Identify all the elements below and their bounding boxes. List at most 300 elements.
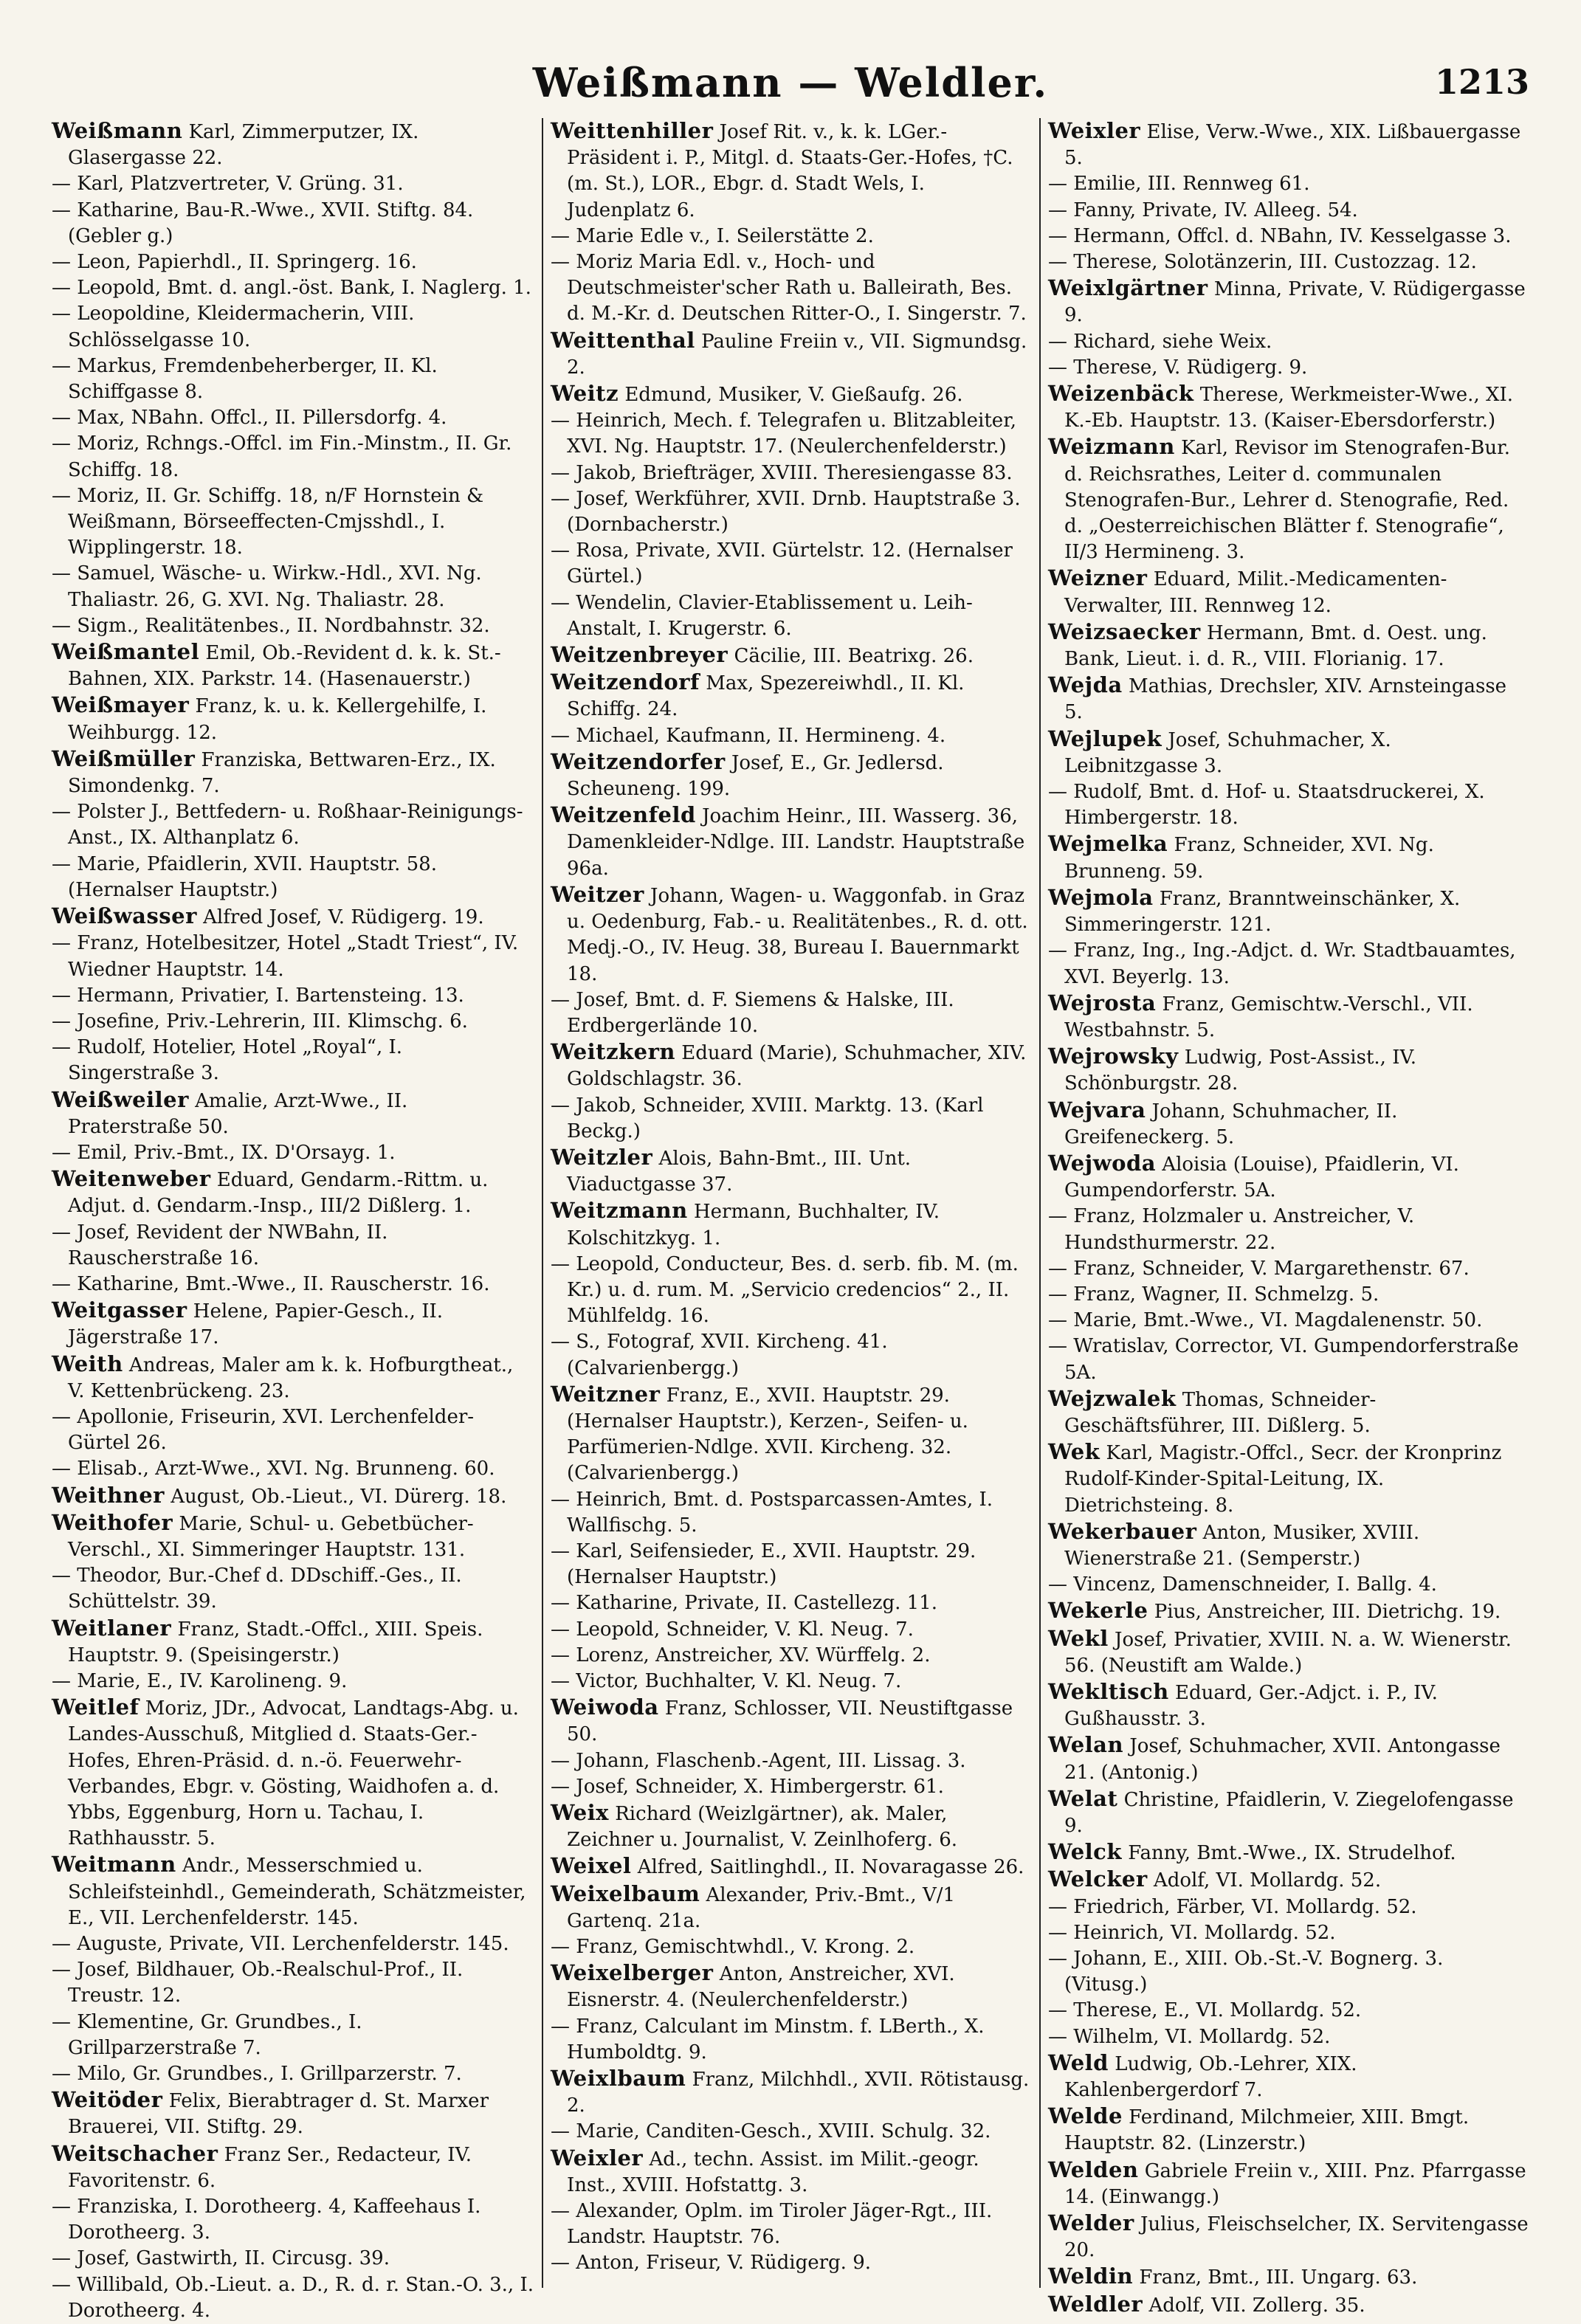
entry-details: Eduard (Marie), Schuhmacher, XIV. Goldschlagstr. 36.: [567, 1042, 1027, 1091]
entry-surname: Weixelberger: [551, 1960, 714, 1986]
directory-entry: [1048, 1998, 1529, 2024]
entry-details: — Emil, Priv.-Bmt., IX. D'Orsayg. 1.: [52, 1141, 396, 1164]
entry-details: Anton, Anstreicher, XVI. Eisnerstr. 4. (Neulerchenfelderstr.): [567, 1963, 955, 2012]
entry-details: Julius, Fleischselcher, IX. Servitengasse 20.: [1064, 2213, 1529, 2262]
entry-details: — Heinrich, Bmt. d. Postsparcassen-Amtes, I. Wallfischg. 5.: [551, 1488, 993, 1537]
directory-entry: [1048, 990, 1529, 1044]
entry-details: Eduard, Gendarm.-Rittm. u. Adjut. d. Gendarm.-Insp., III/2 Dißlerg. 1.: [68, 1169, 489, 1218]
directory-entry: [52, 1957, 534, 2009]
entry-details: — Therese, Solotänzerin, III. Custozzag. 12.: [1048, 251, 1477, 274]
directory-entry: [52, 2061, 534, 2087]
entry-surname: Weithner: [52, 1482, 165, 1508]
entry-details: — Franziska, I. Dorotheerg. 4, Kaffeehaus I. Dorotheerg. 3.: [52, 2196, 481, 2244]
entry-surname: Weitzendorfer: [551, 748, 726, 774]
entry-details: Ferdinand, Milchmeier, XIII. Bmgt. Hauptstr. 82. (Linzerstr.): [1064, 2106, 1470, 2155]
entry-details: — Franz, Schneider, V. Margarethenstr. 67.: [1048, 1257, 1470, 1280]
entry-details: Johann, Schuhmacher, II. Greifeneckerg. 5.: [1064, 1100, 1398, 1148]
directory-entry: [1048, 198, 1529, 224]
directory-entry: [1048, 2157, 1529, 2210]
entry-details: — Fanny, Private, IV. Alleeg. 54.: [1048, 199, 1358, 221]
directory-entry: [52, 2194, 534, 2246]
directory-entry: [551, 590, 1032, 642]
directory-entry: [551, 2066, 1032, 2119]
entry-details: Eduard, Ger.-Adjct. i. P., IV. Gußhausstr. 3.: [1064, 1681, 1438, 1731]
directory-entry: [551, 1800, 1032, 1853]
directory-entry: [551, 461, 1032, 486]
entry-details: — Katharine, Private, II. Castellezg. 11.: [551, 1592, 937, 1615]
entry-surname: Welden: [1048, 2156, 1139, 2182]
directory-entry: [1048, 1282, 1529, 1308]
directory-entry: [52, 1669, 534, 1694]
entry-surname: Weitzer: [551, 881, 644, 907]
directory-entry: [52, 1351, 534, 1404]
directory-entry: [1048, 355, 1529, 381]
entry-details: Fanny, Bmt.-Wwe., IX. Strudelhof.: [1128, 1842, 1456, 1865]
entry-details: — Heinrich, Mech. f. Telegrafen u. Blitzableiter, XVI. Ng. Hauptstr. 17. (Neulerchenfelderstr.): [551, 410, 1017, 458]
entry-details: Ludwig, Post-Assist., IV. Schönburgstr. 28.: [1064, 1047, 1416, 1095]
directory-entry: [52, 275, 534, 301]
entry-surname: Weitzenbreyer: [551, 642, 728, 668]
directory-entry: [52, 746, 534, 799]
directory-entry: [1048, 726, 1529, 779]
entry-surname: Wejmola: [1048, 884, 1154, 910]
directory-entry: [551, 224, 1032, 249]
entry-details: — Karl, Seifensieder, E., XVII. Hauptstr. 29. (Hernalser Hauptstr.): [551, 1539, 976, 1589]
directory-entry: [52, 2087, 534, 2140]
entry-details: — Samuel, Wäsche- u. Wirkw.-Hdl., XVI. Ng. Thaliastr. 26, G. XVI. Ng. Thaliastr. 28.: [52, 562, 482, 611]
entry-details: — Rudolf, Hotelier, Hotel „Royal“, I. Singerstraße 3.: [52, 1036, 403, 1085]
entry-details: Adolf, VI. Mollardg. 52.: [1153, 1869, 1382, 1892]
entry-details: — Franz, Holzmaler u. Anstreicher, V. Hundsthurmerstr. 22.: [1048, 1205, 1415, 1254]
entry-details: — Moriz, Rchngs.-Offcl. im Fin.-Minstm., II. Gr. Schiffg. 18.: [52, 432, 512, 481]
directory-entry: [1048, 2292, 1529, 2319]
directory-entry: [551, 723, 1032, 749]
directory-entry: [52, 2141, 534, 2194]
directory-entry: [551, 408, 1032, 460]
entry-details: — Emilie, III. Rennweg 61.: [1048, 173, 1310, 196]
entry-details: Pius, Anstreicher, III. Dietrichg. 19.: [1154, 1601, 1501, 1624]
entry-details: Franz, Bmt., III. Ungarg. 63.: [1139, 2266, 1418, 2289]
directory-entry: [551, 118, 1032, 224]
entry-details: — Franz, Calculant im Minstm. f. LBerth., X. Humboldtg. 9.: [551, 2015, 985, 2063]
column-middle: [542, 118, 1039, 2288]
directory-entry: [1048, 619, 1529, 672]
directory-entry: [1048, 1256, 1529, 1282]
entry-details: Franz, Schneider, XVI. Ng. Brunneng. 59.: [1064, 834, 1434, 883]
entry-surname: Wejlupek: [1048, 725, 1162, 751]
entry-surname: Weitzmann: [551, 1198, 688, 1224]
directory-entry: [551, 1774, 1032, 1800]
directory-entry: [551, 328, 1032, 381]
entry-surname: Weittenthal: [551, 327, 695, 353]
entry-surname: Weißmüller: [52, 745, 196, 771]
directory-entry: [1048, 224, 1529, 249]
entry-details: — Hermann, Offcl. d. NBahn, IV. Kesselgasse 3.: [1048, 224, 1512, 247]
entry-surname: Weißwasser: [52, 903, 197, 929]
directory-entry: [52, 903, 534, 931]
directory-entry: [551, 1669, 1032, 1694]
entry-details: — Johann, Flaschenb.-Agent, III. Lissag. 3.: [551, 1749, 966, 1772]
directory-entry: [1048, 1920, 1529, 1946]
directory-entry: [1048, 1151, 1529, 1204]
directory-entry: [551, 1039, 1032, 1092]
entry-details: Moriz, JDr., Advocat, Landtags-Abg. u. Landes-Ausschuß, Mitglied d. Staats-Ger.-Hofes, Ehren-Präsid. d. n.-ö. Feuerwehr-Verbandes, Ebgr. v. Gösting, Waidhofen a. d. Ybbs, Eggenburg, Horn u. Tachau, I. Rathhausstr. 5.: [68, 1697, 519, 1850]
directory-entry: [52, 1272, 534, 1297]
entry-surname: Weixlgärtner: [1048, 275, 1208, 301]
entry-details: Amalie, Arzt-Wwe., II. Praterstraße 50.: [68, 1089, 408, 1138]
entry-details: Minna, Private, V. Rüdigergasse 9.: [1064, 278, 1526, 327]
entry-details: — Marie, Pfaidlerin, XVII. Hauptstr. 58. (Hernalser Hauptstr.): [52, 852, 437, 901]
directory-entry: [52, 431, 534, 483]
directory-entry: [52, 249, 534, 275]
entry-surname: Weldin: [1048, 2263, 1134, 2289]
entry-surname: Weitmann: [52, 1852, 176, 1878]
directory-entry: [1048, 2210, 1529, 2263]
entry-surname: Weith: [52, 1351, 123, 1376]
entry-surname: Weißmayer: [52, 692, 190, 718]
entry-details: — Wendelin, Clavier-Etablissement u. Leih-Anstalt, I. Krugerstr. 6.: [551, 591, 973, 640]
entry-details: — Leon, Papierhdl., II. Springerg. 16.: [52, 251, 417, 274]
entry-surname: Wejwoda: [1048, 1150, 1157, 1176]
entry-surname: Weixlbaum: [551, 2066, 686, 2092]
column-right: [1039, 118, 1537, 2317]
directory-entry: [551, 486, 1032, 538]
directory-entry: [1048, 1204, 1529, 1255]
entry-details: — Hermann, Privatier, I. Bartensteing. 13.: [52, 984, 464, 1007]
running-title: Weißmann — Weldler.: [532, 59, 1049, 106]
entry-details: Franziska, Bettwaren-Erz., IX. Simondenkg. 7.: [68, 748, 496, 798]
entry-surname: Weittenhiller: [551, 118, 714, 143]
entry-details: Karl, Revisor im Stenografen-Bur. d. Reichsrathes, Leiter d. communalen Stenografen-Bur., Lehrer d. Stenografie, Red. d. „Oesterreichischen Blätter f. Stenografie“, II/3 Hermineng. 3.: [1064, 437, 1510, 564]
entry-details: — Leopoldine, Kleidermacherin, VIII. Schlösselgasse 10.: [52, 303, 415, 351]
entry-details: — Victor, Buchhalter, V. Kl. Neug. 7.: [551, 1669, 902, 1692]
directory-entry: [52, 354, 534, 405]
entry-details: Elise, Verw.-Wwe., XIX. Lißbauergasse 5.: [1064, 121, 1521, 170]
entry-details: — Marie, Canditen-Gesch., XVIII. Schulg. 32.: [551, 2120, 991, 2143]
directory-entry: [1048, 672, 1529, 725]
entry-details: — Jakob, Briefträger, XVIII. Theresiengasse 83.: [551, 461, 1013, 484]
directory-entry: [52, 852, 534, 903]
entry-details: — Therese, V. Rüdigerg. 9.: [1048, 356, 1308, 379]
entry-details: — Therese, E., VI. Mollardg. 52.: [1048, 1999, 1362, 2022]
page-header: [44, 59, 1537, 118]
directory-entry: [52, 2246, 534, 2272]
directory-entry: [52, 198, 534, 249]
entry-surname: Weixler: [1048, 118, 1141, 143]
directory-entry: [551, 1960, 1032, 2013]
entry-details: — Auguste, Private, VII. Lerchenfelderstr. 145.: [52, 1933, 509, 1956]
directory-entry: [52, 1694, 534, 1852]
directory-entry: [1048, 1572, 1529, 1598]
entry-details: Alois, Bahn-Bmt., III. Unt. Viaductgasse 37.: [567, 1147, 912, 1196]
entry-details: Edmund, Musiker, V. Gießaufg. 26.: [624, 384, 963, 407]
entry-details: Marie, Schul- u. Gebetbücher-Verschl., XI. Simmeringer Hauptstr. 131.: [68, 1512, 474, 1561]
entry-details: — Klementine, Gr. Grundbes., I. Grillparzerstraße 7.: [52, 2010, 362, 2059]
directory-entry: [1048, 2050, 1529, 2103]
directory-entry: [1048, 1334, 1529, 1385]
entry-details: — Willibald, Ob.-Lieut. a. D., R. d. r. Stan.-O. 3., I. Dorotheerg. 4.: [52, 2273, 534, 2322]
directory-entry: [52, 1931, 534, 1957]
entry-details: Hermann, Buchhalter, IV. Kolschitzkyg. 1.: [567, 1201, 940, 1249]
entry-details: — Apollonie, Friseurin, XVI. Lerchenfelder-Gürtel 26.: [52, 1405, 475, 1455]
entry-details: Josef, Schuhmacher, XVII. Antongasse 21. (Antonig.): [1064, 1735, 1501, 1784]
directory-entry: [551, 1145, 1032, 1198]
directory-entry: [1048, 831, 1529, 884]
directory-entry: [551, 1382, 1032, 1487]
entry-details: — Leopold, Schneider, V. Kl. Neug. 7.: [551, 1618, 914, 1641]
directory-entry: [52, 1510, 534, 1563]
entry-details: Franz Ser., Redacteur, IV. Favoritenstr. 6.: [68, 2143, 472, 2192]
entry-surname: Wejda: [1048, 672, 1123, 698]
entry-surname: Weizmann: [1048, 434, 1175, 460]
directory-entry: [1048, 249, 1529, 275]
directory-entry: [551, 381, 1032, 408]
directory-entry: [52, 561, 534, 613]
directory-entry: [52, 171, 534, 197]
directory-entry: [1048, 2263, 1529, 2291]
directory-entry: [52, 983, 534, 1009]
directory-entry: [1048, 2024, 1529, 2050]
entry-details: Alfred Josef, V. Rüdigerg. 19.: [203, 906, 484, 929]
entry-details: — Wratislav, Corrector, VI. Gumpendorferstraße 5A.: [1048, 1335, 1519, 1384]
column-left: [44, 118, 542, 2322]
directory-entry: [52, 1087, 534, 1140]
entry-surname: Weitenweber: [52, 1166, 211, 1192]
entry-details: Johann, Wagen- u. Waggonfab. in Graz u. Oedenburg, Fab.- u. Realitätenbes., R. d. ott. Medj.-O., IV. Heug. 38, Bureau I. Bauernmarkt 18.: [567, 884, 1028, 985]
directory-columns: [44, 118, 1537, 2322]
entry-details: Franz, Stadt.-Offcl., XIII. Speis. Hauptstr. 9. (Speisingerstr.): [68, 1618, 483, 1666]
entry-surname: Weld: [1048, 2049, 1109, 2075]
directory-entry: [551, 1643, 1032, 1669]
entry-details: Emil, Ob.-Revident d. k. k. St.-Bahnen, XIX. Parkstr. 14. (Hasenauerstr.): [68, 642, 501, 691]
entry-details: Ludwig, Ob.-Lehrer, XIX. Kahlenbergerdorf 7.: [1064, 2052, 1357, 2102]
entry-details: Gabriele Freiin v., XIII. Pnz. Pfarrgasse 14. (Einwangg.): [1064, 2159, 1526, 2208]
directory-entry: [1048, 381, 1529, 434]
entry-details: — Theodor, Bur.-Chef d. DDschiff.-Ges., II. Schüttelstr. 39.: [52, 1565, 462, 1613]
entry-surname: Weißmantel: [52, 639, 200, 665]
entry-details: Hermann, Bmt. d. Oest. ung. Bank, Lieut. i. d. R., VIII. Florianig. 17.: [1064, 621, 1487, 671]
entry-surname: Weitzenfeld: [551, 802, 696, 828]
entry-surname: Wejvara: [1048, 1097, 1146, 1123]
entry-details: Andr., Messerschmied u. Schleifsteinhdl., Gemeinderath, Schätzmeister, E., VII. Lerchenfelderstr. 145.: [68, 1855, 526, 1929]
entry-details: Alfred, Saitlinghdl., II. Novaragasse 26.: [637, 1856, 1024, 1879]
entry-surname: Weixelbaum: [551, 1880, 700, 1906]
directory-entry: [551, 1252, 1032, 1330]
directory-entry: [551, 749, 1032, 802]
entry-surname: Weixler: [551, 2145, 644, 2170]
entry-details: Christine, Pfaidlerin, V. Ziegelofengasse 9.: [1064, 1788, 1514, 1837]
entry-surname: Weitöder: [52, 2087, 163, 2113]
directory-entry: [1048, 329, 1529, 355]
directory-entry: [1048, 1679, 1529, 1732]
entry-surname: Welck: [1048, 1839, 1122, 1865]
entry-details: Thomas, Schneider-Geschäftsführer, III. Dißlerg. 5.: [1064, 1388, 1377, 1437]
entry-details: Therese, Werkmeister-Wwe., XI. K.-Eb. Hauptstr. 13. (Kaiser-Ebersdorferstr.): [1064, 384, 1514, 432]
directory-entry: [52, 1616, 534, 1669]
entry-details: Franz, k. u. k. Kellergehilfe, I. Weihburgg. 12.: [68, 695, 487, 744]
entry-surname: Wejrowsky: [1048, 1044, 1179, 1069]
entry-details: — Karl, Platzvertreter, V. Grüng. 31.: [52, 173, 404, 196]
entry-details: — Franz, Gemischtwhdl., V. Krong. 2.: [551, 1936, 915, 1959]
entry-details: — Wilhelm, VI. Mollardg. 52.: [1048, 2025, 1331, 2048]
directory-entry: [1048, 1097, 1529, 1151]
entry-details: — Leopold, Conducteur, Bes. d. serb. fib. M. (m. Kr.) u. d. rum. M. „Servicio credencios“ 2., II. Mühlfeldg. 16.: [551, 1252, 1019, 1328]
entry-details: — Markus, Fremdenbeherberger, II. Kl. Schiffgasse 8.: [52, 354, 438, 404]
entry-details: Max, Spezereiwhdl., II. Kl. Schiffg. 24.: [567, 672, 965, 721]
entry-details: — Franz, Hotelbesitzer, Hotel „Stadt Triest“, IV. Wiedner Hauptstr. 14.: [52, 932, 519, 981]
directory-entry: [52, 1166, 534, 1219]
entry-surname: Weitzkern: [551, 1039, 675, 1065]
entry-details: — Johann, E., XIII. Ob.-St.-V. Bognerg. 3. (Vitusg.): [1048, 1948, 1444, 1996]
directory-entry: [1048, 1044, 1529, 1097]
directory-entry: [551, 2014, 1032, 2066]
directory-entry: [52, 1220, 534, 1272]
entry-surname: Weiwoda: [551, 1694, 659, 1720]
directory-entry: [52, 483, 534, 562]
directory-entry: [1048, 275, 1529, 328]
entry-surname: Weitlef: [52, 1694, 140, 1720]
directory-entry: [1048, 565, 1529, 618]
directory-entry: [52, 1035, 534, 1086]
entry-details: — Elisab., Arzt-Wwe., XVI. Ng. Brunneng. 60.: [52, 1458, 495, 1480]
entry-details: Franz, Branntweinschänker, X. Simmeringerstr. 121.: [1064, 887, 1461, 937]
directory-entry: [52, 1297, 534, 1351]
entry-surname: Welde: [1048, 2103, 1123, 2129]
directory-entry: [551, 2199, 1032, 2250]
directory-entry: [52, 639, 534, 692]
entry-surname: Weitz: [551, 381, 619, 407]
directory-entry: [1048, 1519, 1529, 1572]
entry-details: Richard (Weizlgärtner), ak. Maler, Zeichner u. Journalist, V. Zeinlhoferg. 6.: [567, 1803, 958, 1852]
entry-details: Helene, Papier-Gesch., II. Jägerstraße 17.: [68, 1300, 444, 1349]
directory-entry: [551, 1487, 1032, 1539]
directory-entry: [551, 1853, 1032, 1880]
directory-entry: [551, 669, 1032, 723]
entry-surname: Wekltisch: [1048, 1678, 1169, 1704]
entry-details: — Max, NBahn. Offcl., II. Pillersdorfg. 4.: [52, 407, 447, 430]
entry-surname: Weitzner: [551, 1381, 661, 1407]
directory-entry: [551, 249, 1032, 328]
entry-surname: Weixel: [551, 1853, 632, 1879]
entry-surname: Welat: [1048, 1785, 1118, 1811]
entry-details: Josef, E., Gr. Jedlersd. Scheuneng. 199.: [567, 751, 944, 801]
directory-entry: [52, 931, 534, 982]
entry-details: Josef Rit. v., k. k. LGer.-Präsident i. P., Mitgl. d. Staats-Ger.-Hofes, †C. (m. St.), LOR., Ebgr. d. Stadt Wels, I. Judenplatz 6.: [567, 121, 1013, 221]
directory-entry: [52, 613, 534, 639]
directory-entry: [551, 642, 1032, 669]
entry-details: Aloisia (Louise), Pfaidlerin, VI. Gumpendorferstr. 5A.: [1064, 1153, 1459, 1202]
directory-entry: [551, 1617, 1032, 1643]
entry-details: — Friedrich, Färber, VI. Mollardg. 52.: [1048, 1895, 1417, 1918]
directory-entry: [1048, 885, 1529, 938]
entry-details: — Lorenz, Anstreicher, XV. Würffelg. 2.: [551, 1644, 931, 1666]
entry-surname: Welan: [1048, 1732, 1124, 1758]
entry-details: August, Ob.-Lieut., VI. Dürerg. 18.: [170, 1485, 507, 1508]
directory-entry: [1048, 1308, 1529, 1334]
directory-entry: [551, 2145, 1032, 2199]
entry-surname: Weldler: [1048, 2291, 1143, 2317]
entry-details: — Rudolf, Bmt. d. Hof- u. Staatsdruckerei, X. Himbergerstr. 18.: [1048, 781, 1485, 830]
entry-details: Franz, Milchhdl., XVII. Rötistausg. 2.: [567, 2069, 1030, 2117]
entry-details: Adolf, VII. Zollerg. 35.: [1148, 2294, 1365, 2317]
directory-entry: [551, 1694, 1032, 1748]
directory-entry: [1048, 171, 1529, 197]
entry-surname: Weißmann: [52, 118, 183, 143]
entry-surname: Weizner: [1048, 565, 1148, 591]
entry-details: Joachim Heinr., III. Wasserg. 36, Damenkleider-Ndlge. III. Landstr. Hauptstraße 96a.: [567, 805, 1025, 880]
entry-surname: Weitgasser: [52, 1297, 187, 1323]
entry-details: — Michael, Kaufmann, II. Hermineng. 4.: [551, 724, 946, 747]
directory-entry: [551, 1748, 1032, 1774]
entry-details: Ad., techn. Assist. im Milit.-geogr. Inst., XVIII. Hofstattg. 3.: [567, 2148, 979, 2196]
entry-surname: Wejrosta: [1048, 990, 1157, 1016]
directory-entry: [1048, 779, 1529, 831]
entry-details: Karl, Zimmerputzer, IX. Glasergasse 22.: [68, 121, 419, 170]
directory-entry: [551, 987, 1032, 1039]
directory-entry: [551, 1934, 1032, 1960]
entry-details: Anton, Musiker, XVIII. Wienerstraße 21. (Semperstr.): [1064, 1521, 1420, 1570]
directory-entry: [52, 1404, 534, 1456]
entry-details: — Franz, Wagner, II. Schmelzg. 5.: [1048, 1283, 1380, 1306]
directory-entry: [551, 1590, 1032, 1616]
entry-details: — Josef, Bildhauer, Ob.-Realschul-Prof., II. Treustr. 12.: [52, 1959, 464, 2007]
entry-details: Franz, Schlosser, VII. Neustiftgasse 50.: [567, 1697, 1013, 1746]
entry-surname: Weix: [551, 1800, 609, 1825]
directory-entry: [52, 1852, 534, 1931]
directory-entry: [551, 1881, 1032, 1934]
entry-surname: Wejzwalek: [1048, 1385, 1177, 1411]
directory-entry: [551, 2250, 1032, 2276]
entry-surname: Wek: [1048, 1439, 1100, 1465]
directory-entry: [551, 538, 1032, 590]
entry-details: Cäcilie, III. Beatrixg. 26.: [734, 645, 974, 668]
entry-details: Karl, Magistr.-Offcl., Secr. der Kronprinz Rudolf-Kinder-Spital-Leitung, IX. Dietrichsteing. 8.: [1064, 1442, 1502, 1517]
entry-details: Eduard, Milit.-Medicamenten-Verwalter, III. Rennweg 12.: [1064, 568, 1447, 617]
entry-details: Andreas, Maler am k. k. Hofburgtheat., V. Kettenbrückeng. 23.: [68, 1354, 514, 1402]
directory-entry: [551, 1539, 1032, 1590]
directory-entry: [1048, 1598, 1529, 1625]
directory-entry: [52, 1456, 534, 1482]
entry-details: Josef, Schuhmacher, X. Leibnitzgasse 3.: [1064, 728, 1391, 777]
entry-surname: Wejmelka: [1048, 831, 1168, 857]
entry-surname: Weizsaecker: [1048, 618, 1201, 644]
entry-details: — Josef, Bmt. d. F. Siemens & Halske, III. Erdbergerlände 10.: [551, 988, 954, 1037]
entry-details: — Katharine, Bau-R.-Wwe., XVII. Stiftg. 84. (Gebler g.): [52, 199, 474, 247]
directory-entry: [52, 1563, 534, 1615]
entry-details: Mathias, Drechsler, XIV. Arnsteingasse 5.: [1064, 675, 1507, 724]
directory-entry: [52, 118, 534, 171]
directory-entry: [551, 1329, 1032, 1381]
entry-details: Josef, Privatier, XVIII. N. a. W. Wienerstr. 56. (Neustift am Walde.): [1064, 1628, 1512, 1677]
entry-details: — Vincenz, Damenschneider, I. Ballg. 4.: [1048, 1573, 1437, 1596]
entry-details: — Heinrich, VI. Mollardg. 52.: [1048, 1921, 1336, 1944]
entry-details: — Moriz, II. Gr. Schiffg. 18, n/F Hornstein & Weißmann, Börseeffecten-Cmjsshdl., I. Wipplingerstr. 18.: [52, 484, 484, 559]
directory-entry: [1048, 1626, 1529, 1679]
directory-entry: [52, 799, 534, 851]
directory-entry: [52, 405, 534, 431]
directory-entry: [1048, 1946, 1529, 1998]
entry-details: — Katharine, Bmt.-Wwe., II. Rauscherstr. 16.: [52, 1272, 490, 1295]
entry-details: — Milo, Gr. Grundbes., I. Grillparzerstr. 7.: [52, 2063, 462, 2086]
entry-surname: Welder: [1048, 2210, 1134, 2236]
entry-details: — Marie Edle v., I. Seilerstätte 2.: [551, 224, 874, 247]
directory-entry: [52, 2272, 534, 2324]
directory-entry: [1048, 1732, 1529, 1785]
entry-details: — Josef, Schneider, X. Himbergerstr. 61.: [551, 1775, 944, 1798]
directory-entry: [52, 692, 534, 745]
entry-details: — Rosa, Private, XVII. Gürtelstr. 12. (Hernalser Gürtel.): [551, 539, 1013, 588]
directory-entry: [1048, 1786, 1529, 1839]
